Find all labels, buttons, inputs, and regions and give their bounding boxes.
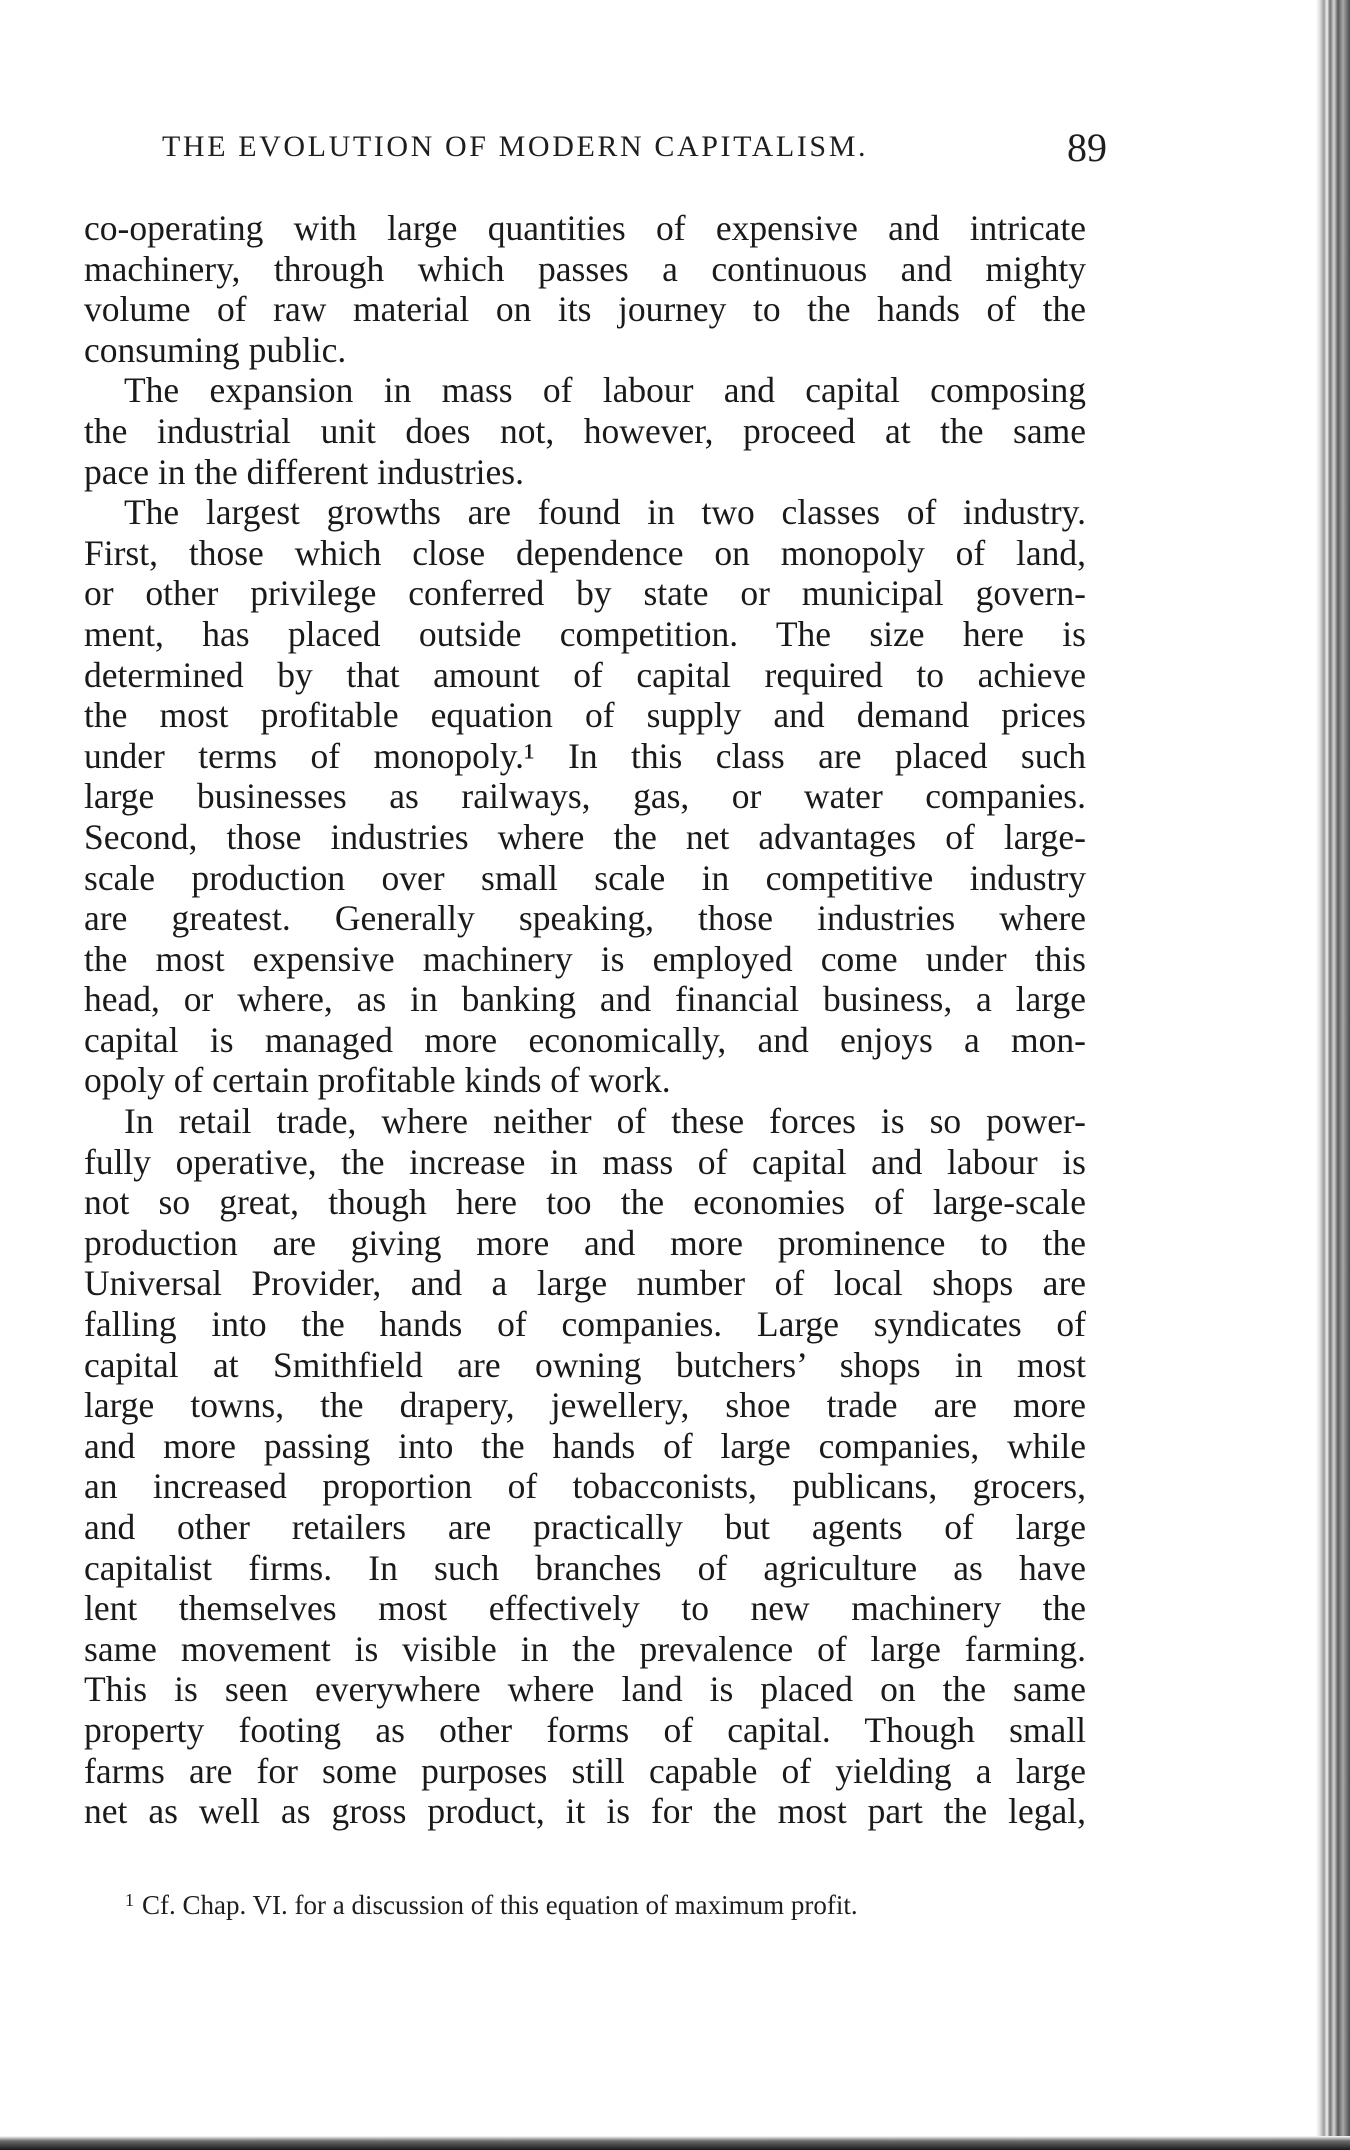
text-line: The largest growths are found in two classes of industry.: [124, 492, 1086, 533]
text-line: large businesses as railways, gas, or water companies.: [84, 776, 1086, 817]
text-line: opoly of certain profitable kinds of work.: [84, 1060, 671, 1101]
text-line: scale production over small scale in competitive industry: [84, 857, 1086, 898]
text-line: machinery, through which passes a continuous and mighty: [84, 248, 1086, 289]
text-line: Second, those industries where the net advantages of large-: [84, 816, 1086, 857]
running-head-title: THE EVOLUTION OF MODERN CAPITALISM.: [162, 130, 869, 163]
text-line: and more passing into the hands of large companies, while: [84, 1425, 1086, 1466]
text-line: In retail trade, where neither of these forces is so power-: [124, 1101, 1086, 1142]
footnote-marker: 1: [125, 1890, 134, 1910]
text-line: an increased proportion of tobacconists, publicans, grocers,: [84, 1466, 1086, 1507]
text-line: not so great, though here too the economies of large-scale: [84, 1182, 1086, 1223]
text-line: volume of raw material on its journey to the hands of the: [84, 289, 1086, 330]
text-line: property footing as other forms of capital. Though small: [84, 1709, 1086, 1750]
page-bottom-edge: [0, 2136, 1350, 2150]
text-line: farms are for some purposes still capable of yielding a large: [84, 1750, 1086, 1791]
text-line: capital is managed more economically, and enjoys a mon-: [84, 1019, 1086, 1060]
text-line: the most profitable equation of supply and demand prices: [84, 695, 1086, 736]
body-text: [84, 208, 1086, 1832]
footnote: [125, 1880, 1085, 1925]
text-line: under terms of monopoly.¹ In this class are placed such: [84, 735, 1086, 776]
text-line: the most expensive machinery is employed come under this: [84, 938, 1086, 979]
text-line: production are giving more and more prominence to the: [84, 1222, 1086, 1263]
running-head: [162, 125, 1107, 170]
text-line: the industrial unit does not, however, proceed at the same: [84, 410, 1086, 451]
text-line: pace in the different industries.: [84, 451, 524, 492]
text-line: are greatest. Generally speaking, those industries where: [84, 898, 1086, 939]
text-line: First, those which close dependence on monopoly of land,: [84, 532, 1086, 573]
text-line: large towns, the drapery, jewellery, shoe trade are more: [84, 1385, 1086, 1426]
text-line: fully operative, the increase in mass of capital and labour is: [84, 1141, 1086, 1182]
text-line: capitalist firms. In such branches of agriculture as have: [84, 1547, 1086, 1588]
text-line: ment, has placed outside competition. The size here is: [84, 613, 1086, 654]
binding-edge: [1316, 0, 1350, 2150]
text-line: The expansion in mass of labour and capital composing: [124, 370, 1086, 411]
page-number: 89: [1067, 125, 1107, 170]
text-line: This is seen everywhere where land is placed on the same: [84, 1669, 1086, 1710]
text-line: head, or where, as in banking and financial business, a large: [84, 979, 1086, 1020]
text-line: falling into the hands of companies. Large syndicates of: [84, 1304, 1086, 1345]
text-line: determined by that amount of capital required to achieve: [84, 654, 1086, 695]
text-line: Universal Provider, and a large number of local shops are: [84, 1263, 1086, 1304]
text-line: co-operating with large quantities of expensive and intricate: [84, 208, 1086, 248]
text-line: and other retailers are practically but agents of large: [84, 1507, 1086, 1547]
text-line: same movement is visible in the prevalence of large farming.: [84, 1628, 1086, 1669]
text-line: capital at Smithfield are owning butchers’ shops in most: [84, 1344, 1086, 1385]
footnote-text: Cf. Chap. VI. for a discussion of this equation of maximum profit.: [142, 1890, 858, 1920]
text-line: net as well as gross product, it is for the most part the legal,: [84, 1791, 1086, 1832]
text-line: or other privilege conferred by state or municipal govern-: [84, 573, 1086, 614]
text-line: consuming public.: [84, 329, 347, 370]
text-line: lent themselves most effectively to new machinery the: [84, 1588, 1086, 1629]
